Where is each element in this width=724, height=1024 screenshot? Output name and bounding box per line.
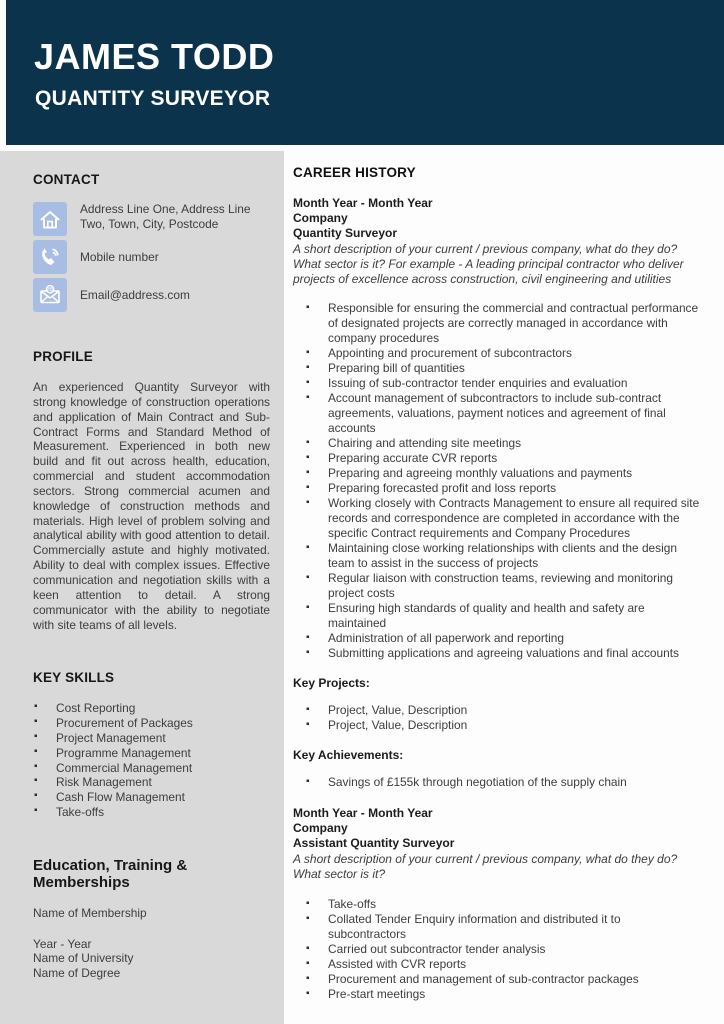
duty-item: ▪ Carried out subcontractor tender analysis — [305, 942, 701, 957]
skill-item: ▪ Cost Reporting — [33, 701, 270, 716]
duty-item: ▪ Account management of subcontractors to include sub-contract agreements, valuations, payment notices and agreement of final accounts — [305, 391, 701, 436]
duty-item: ▪ Preparing bill of quantities — [305, 361, 701, 376]
key-skills-heading: KEY SKILLS — [33, 670, 115, 686]
skill-item: ▪ Take-offs — [33, 805, 270, 820]
job-company: Company — [293, 821, 348, 836]
phone-icon — [33, 240, 67, 274]
duty-item: ▪ Chairing and attending site meetings — [305, 436, 701, 451]
contact-row-address — [33, 202, 270, 236]
job-entry-2 — [293, 806, 702, 1002]
job-role: Quantity Surveyor — [293, 226, 398, 240]
duty-item: ▪ Working closely with Contracts Management to ensure all required site records and correspondence are completed in accordance with the specific Contract requirements and Company Procedures — [305, 496, 701, 541]
duty-item: ▪ Maintaining close working relationships with clients and the design team to assist in the success of projects — [305, 541, 701, 571]
career-history-heading: CAREER HISTORY — [293, 165, 416, 180]
duty-item: ▪ Ensuring high standards of quality and health and safety are maintained — [305, 601, 701, 631]
contact-email: Email@address.com — [80, 287, 190, 302]
svg-text:@: @ — [46, 287, 54, 294]
contact-list — [33, 202, 270, 312]
duty-item: ▪ Preparing forecasted profit and loss reports — [305, 481, 701, 496]
skill-item: ▪ Risk Management — [33, 775, 270, 790]
key-projects-heading: Key Projects: — [293, 676, 370, 691]
key-skills-list — [33, 701, 270, 819]
contact-row-phone — [33, 240, 270, 274]
job-company: Company — [293, 211, 348, 225]
achievement-item: ▪ Savings of £155k through negotiation of the supply chain — [305, 775, 701, 790]
education-years-line: Year - Year — [33, 936, 92, 951]
duty-item: ▪ Procurement and management of sub-contractor packages — [305, 972, 701, 987]
duty-item: ▪ Regular liaison with construction teams, reviewing and monitoring project costs — [305, 571, 701, 601]
key-achievements-heading: Key Achievements: — [293, 748, 404, 763]
job-entry-1 — [293, 196, 702, 790]
skill-item: ▪ Programme Management — [33, 746, 270, 761]
career-history-section — [284, 152, 724, 1002]
key-projects-list — [305, 703, 701, 733]
duty-item: ▪ Preparing and agreeing monthly valuations and payments — [305, 466, 701, 481]
membership-line: Name of Membership — [33, 905, 147, 920]
duty-item: ▪ Administration of all paperwork and reporting — [305, 631, 701, 646]
duty-item: ▪ Collated Tender Enquiry information and distributed it to subcontractors — [305, 912, 701, 942]
duty-item: ▪ Take-offs — [305, 897, 701, 912]
job-duties-list — [305, 301, 701, 661]
profile-text: An experienced Quantity Surveyor with strong knowledge of construction operations and application of Main Contract and Sub-Contract Forms and Standard Method of Measurement. Experienced in both new build and fit out across health, education, commercial and student accommodation sectors. Strong commercial acumen and knowledge of construction methods and materials. High level of problem solving and analytical ability with good attention to detail. Commercially astute and highly motivated. Ability to deal with complex issues. Effective communication and negotiation skills with a keen attention to detail. A strong communicator with the ability to negotiate with site teams of all levels. — [33, 380, 270, 632]
degree-line: Name of Degree — [33, 966, 121, 981]
education-heading: Education, Training & Memberships — [33, 856, 188, 891]
duty-item: ▪ Submitting applications and agreeing valuations and final accounts — [305, 646, 701, 661]
project-item: ▪ Project, Value, Description — [305, 703, 701, 718]
email-icon — [33, 278, 67, 312]
job-description: A short description of your current / previous company, what do they do? What sector is it? — [293, 852, 678, 882]
skill-item: ▪ Project Management — [33, 731, 270, 746]
duty-item: ▪ Appointing and procurement of subcontractors — [305, 346, 701, 361]
key-achievements-list — [305, 775, 701, 790]
duty-item: ▪ Pre-start meetings — [305, 987, 701, 1002]
duty-item: ▪ Responsible for ensuring the commercial and contractual performance of designated projects are correctly managed in accordance with company procedures — [305, 301, 701, 346]
job-dates: Month Year - Month Year — [293, 196, 433, 210]
contact-heading: CONTACT — [33, 172, 100, 187]
contact-phone: Mobile number — [80, 249, 159, 264]
profile-heading: PROFILE — [33, 349, 93, 364]
job-duties-list — [305, 897, 701, 1002]
university-line: Name of University — [33, 951, 134, 966]
person-job-title: QUANTITY SURVEYOR — [35, 87, 271, 110]
job-role: Assistant Quantity Surveyor — [293, 836, 455, 851]
duty-item: ▪ Issuing of sub-contractor tender enquiries and evaluation — [305, 376, 701, 391]
skill-item: ▪ Cash Flow Management — [33, 790, 270, 805]
duty-item: ▪ Assisted with CVR reports — [305, 957, 701, 972]
home-icon — [33, 202, 67, 236]
project-item: ▪ Project, Value, Description — [305, 718, 701, 733]
job-dates: Month Year - Month Year — [293, 806, 433, 821]
skill-item: ▪ Procurement of Packages — [33, 716, 270, 731]
header-band — [6, 0, 724, 145]
person-name: JAMES TODD — [34, 36, 275, 77]
job-description: A short description of your current / previous company, what do they do? What sector is it? For example - A leading principal contractor who deliver projects of excellence across construction, civil engineering and utilities — [293, 242, 684, 286]
duty-item: ▪ Preparing accurate CVR reports — [305, 451, 701, 466]
skill-item: ▪ Commercial Management — [33, 761, 270, 776]
contact-address: Address Line One, Address Line Two, Town, City, Postcode — [80, 202, 251, 231]
sidebar — [0, 151, 284, 1024]
contact-row-email — [33, 278, 270, 312]
